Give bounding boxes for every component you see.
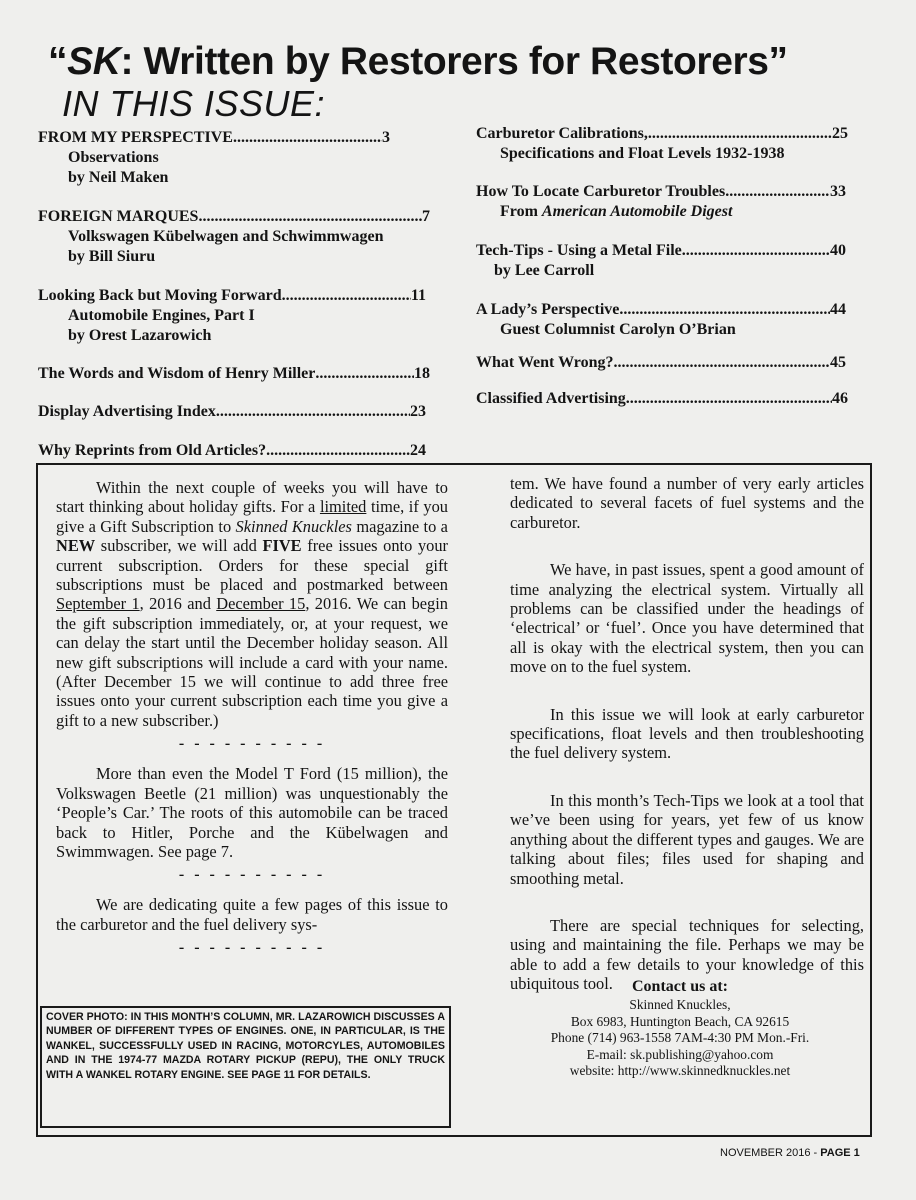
section-divider: - - - - - - - - - - (178, 866, 326, 884)
gift-subscription-paragraph: Within the next couple of weeks you will have to start thinking about holiday gifts. For a limited time, if you give a Gift Subscription to Skinned Knuckles magazine to a NEW subscriber, we will add FIVE free issues onto your current subscription. Orders for these special gift subscriptions must be placed and postmarked between September 1, 2016 and December 15, 2016. We can begin the gift subscription immediately, or, at your request, we can delay the start until the December holiday season. All new gift subscriptions will include a card with your name. (After December 15 we will continue to add three free issues onto your current subscription each time you give a gift to a new subscriber.) (56, 478, 449, 730)
contact-email[interactable]: E-mail: sk.publishing@yahoo.com (586, 1046, 774, 1062)
editorial-left-column (56, 478, 448, 968)
section-divider: - - - - - - - - - - (178, 735, 326, 753)
in-this-issue-heading: IN THIS ISSUE: (62, 83, 326, 124)
toc-entry[interactable]: FOREIGN MARQUES ..... 7 Volkswagen Kübelwagen and Schwimmwagen by Bill Siuru (38, 207, 430, 267)
fuel-system-paragraph: tem. We have found a number of very early articles dedicated to several facets of fuel systems and the carburetor. (510, 474, 864, 532)
volkswagen-paragraph: More than even the Model T Ford (15 million), the Volkswagen Beetle (21 million) was unquestionably the ‘People’s Car.’ The roots of this automobile can be traced back to Hitler, Porche and the Kübelwagen and Swimmwagen. See page 7. (56, 764, 448, 861)
page-number: PAGE 1 (820, 1147, 860, 1159)
cover-photo-caption: COVER PHOTO: IN THIS MONTH’S COLUMN, MR. LAZAROWICH DISCUSSES A NUMBER OF DIFFERENT TYPES OF ENGINES. ONE, IN PARTICULAR, IS THE WANKEL, SUCCESSFULLY USED IN RACING, MOTORCYLES, AUTOMOBILES AND IN THE 1974-77 MAZDA ROTARY PICKUP (REPU), THE ONLY TRUCK WITH A WANKEL ROTARY ENGINE. SEE PAGE 11 FOR DETAILS. (40, 1006, 451, 1128)
toc-entry[interactable]: Display Advertising Index ..... 23 (38, 402, 426, 422)
file-techniques-paragraph: There are special techniques for selecting, using and maintaining the file. Perhaps we may be able to add a few details to your knowledge of this ubiquitous tool. (510, 915, 864, 994)
section-divider: - - - - - - - - - - (178, 939, 326, 957)
toc-entry[interactable]: How To Locate Carburetor Troubles ..... 33 From American Automobile Digest (476, 182, 846, 222)
contact-phone: Phone (714) 963-1558 7AM-4:30 PM Mon.-Fri. (550, 1030, 810, 1046)
electrical-paragraph: We have, in past issues, spent a good amount of time analyzing the electrical system. Virtually all problems can be classified under the headings of ‘electrical’ or ‘fuel’. Once you have determined that all is okay with the electrical system, then you can move on to the fuel system. (510, 560, 864, 677)
toc-entry[interactable]: Classified Advertising ..... 46 (476, 389, 848, 409)
toc-left-column (38, 128, 430, 468)
tech-tips-paragraph: In this month’s Tech-Tips we look at a tool that we’ve been using for years, yet few of us know anything about the different types and gauges. We are talking about files; files used for shaping and smoothing metal. (510, 790, 864, 888)
page-footer: NOVEMBER 2016 - PAGE 1 (720, 1147, 860, 1159)
carburetor-paragraph: We are dedicating quite a few pages of this issue to the carburetor and the fuel delivery sys- (56, 895, 448, 934)
toc-entry[interactable]: Tech-Tips - Using a Metal File ..... 40 by Lee Carroll (476, 241, 846, 281)
headline-sk: SK (67, 40, 121, 83)
toc-right-column (476, 124, 876, 414)
editorial-right-column (510, 474, 864, 994)
magazine-headline: “SK: Written by Restorers for Restorers” (48, 40, 788, 83)
contact-name: Skinned Knuckles, (629, 997, 731, 1012)
toc-entry[interactable]: Looking Back but Moving Forward ..... 11 Automobile Engines, Part I by Orest Lazarowich (38, 286, 426, 346)
contact-website[interactable]: website: http://www.skinnedknuckles.net (569, 1063, 791, 1079)
toc-entry[interactable]: What Went Wrong? ..... 45 (476, 353, 846, 373)
toc-entry[interactable]: Carburetor Calibrations, ..... 25 Specifications and Float Levels 1932-1938 (476, 124, 848, 164)
toc-entry[interactable]: Why Reprints from Old Articles? ..... 24 (38, 441, 426, 461)
toc-entry[interactable]: A Lady’s Perspective ..... 44 Guest Columnist Carolyn O’Brian (476, 300, 846, 340)
contact-heading: Contact us at: (632, 978, 728, 995)
contact-address: Box 6983, Huntington Beach, CA 92615 (570, 1013, 790, 1029)
carburetor-specs-paragraph: In this issue we will look at early carburetor specifications, float levels and then troubleshooting the fuel delivery system. (510, 704, 864, 763)
toc-entry[interactable]: The Words and Wisdom of Henry Miller ..... 18 (38, 364, 430, 384)
contact-block (520, 977, 840, 1080)
toc-entry[interactable]: FROM MY PERSPECTIVE ..... 3 Observations by Neil Maken (38, 128, 390, 188)
